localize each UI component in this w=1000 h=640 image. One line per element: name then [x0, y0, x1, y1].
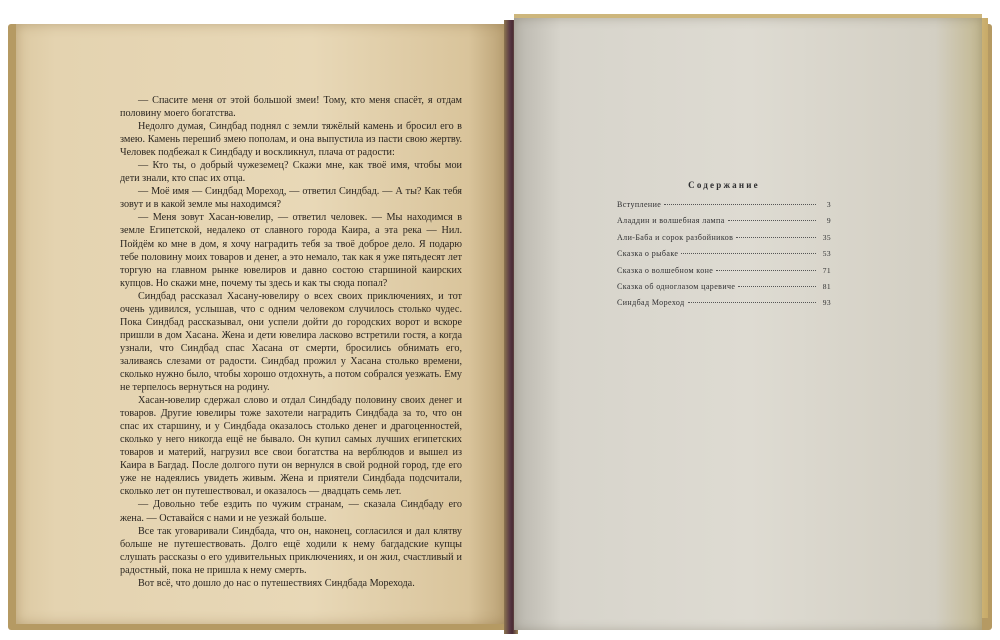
- paragraph: — Моё имя — Синдбад Мореход, — ответил Синдбад. — А ты? Как тебя зовут и в какой земле мы находимся?: [120, 186, 462, 211]
- toc-entry: [617, 298, 831, 314]
- toc-entry-page: 53: [822, 249, 831, 259]
- paragraph: Недолго думая, Синдбад поднял с земли тяжёлый камень и бросил его в змею. Камень перешиб змею пополам, и она выпустила из пасти свою жертву. Человек подбежал к Синдбаду и воскликнул, плача от радости:: [120, 121, 462, 159]
- left-page: [16, 24, 508, 624]
- toc-entry-label: Сказка об одноглазом царевиче: [617, 281, 736, 291]
- right-page: [514, 14, 982, 630]
- paragraph: — Меня зовут Хасан-ювелир, — ответил человек. — Мы находимся в земле Египетской, недалеко от славного города Каира, а эта река — Нил. Пойдём ко мне в дом, я хочу наградить тебя за твоё доброе дело. Я подарю тебе половину моих товаров и денег, а это немало, так как я уже пятьдесят лет торгую на главном рынке ювелиров и давно состою старшиной каирских купцов. Но скажи мне, почему ты здесь и как ты сюда попал?: [120, 212, 462, 289]
- toc-entry-page: 3: [826, 200, 831, 209]
- toc-entry-page: 71: [822, 265, 831, 275]
- table-of-contents: [617, 180, 831, 315]
- paragraph: — Спасите меня от этой большой змеи! Тому, кто меня спасёт, я отдам половину моего богатства.: [120, 95, 462, 120]
- paragraph: Все так уговаривали Синдбада, что он, наконец, согласился и дал клятву больше не путешествовать. Долго ещё ходили к нему багдадские купцы слушать рассказы о его удивительных приключениях, и он жил, счастливый и радостный, пока не пришла к нему смерть.: [120, 525, 462, 576]
- toc-entry: [617, 200, 831, 216]
- toc-entry-label: Али-Баба и сорок разбойников: [617, 232, 734, 242]
- toc-entry: [617, 266, 831, 282]
- toc-entry-label: Сказка о рыбаке: [617, 249, 679, 259]
- toc-entry-label: Синдбад Мореход: [617, 298, 685, 308]
- paragraph: — Кто ты, о добрый чужеземец? Скажи мне, как твоё имя, чтобы мои дети знали, кто спас их отца.: [120, 160, 462, 185]
- toc-entry-label: Сказка о волшебном коне: [617, 265, 714, 275]
- story-text: [120, 94, 462, 590]
- toc-entry: [617, 216, 831, 232]
- paragraph: Вот всё, что дошло до нас о путешествиях Синдбада Морехода.: [138, 577, 415, 589]
- toc-entry-page: 81: [822, 281, 831, 291]
- toc-title: Содержание: [688, 180, 760, 190]
- toc-leader-dots: [736, 237, 816, 238]
- toc-entry-page: 93: [822, 298, 831, 308]
- paragraph: Синдбад рассказал Хасану-ювелиру о всех своих приключениях, и тот очень удивился, услышав, что с одним человеком случилось столько чудес. Пока Синдбад рассказывал, они успели дойти до городских ворот и вскоре пришли в дом Хасана. Жена и дети ювелира ласково встретили гостя, а когда узнали, что Синдбад спас Хасана от смерти, бросились обнимать его, заливаясь слезами от радости. Синдбад прожил у Хасана столько времени, сколько нужно было, чтобы хорошо отдохнуть, а потом собрался уезжать. Ему не терпелось вернуться на родину.: [120, 290, 462, 394]
- toc-entry-page: 9: [826, 216, 831, 226]
- toc-entry: [617, 282, 831, 298]
- toc-entry-page: 35: [822, 232, 831, 242]
- toc-entry: [617, 233, 831, 249]
- toc-entry-label: Вступление: [617, 200, 662, 209]
- toc-leader-dots: [728, 220, 816, 221]
- toc-leader-dots: [664, 204, 816, 205]
- toc-leader-dots: [716, 270, 816, 271]
- paragraph: Хасан-ювелир сдержал слово и отдал Синдбаду половину своих денег и товаров. Другие ювелиры тоже захотели наградить Синдбада за то, что он спас их старшину, и у Синдбада оказалось столько денег и драгоценностей, сколько у него никогда ещё не бывало. Он купил самых лучших египетских товаров и материй, нагрузил все свои богатства на верблюдов и вышел из Каира в Багдад. После долгого пути он вернулся в свой родной город, где его уже не надеялись увидеть живым. Жена и приятели Синдбада подсчитали, сколько лет он путешествовал, и оказалось — двадцать семь лет.: [120, 395, 462, 498]
- toc-leader-dots: [681, 253, 816, 254]
- toc-leader-dots: [738, 286, 816, 287]
- toc-entry-label: Аладдин и волшебная лампа: [617, 216, 725, 226]
- toc-entry: [617, 249, 831, 265]
- toc-leader-dots: [688, 302, 816, 303]
- paragraph: — Довольно тебе ездить по чужим странам, — сказала Синдбаду его жена. — Оставайся с нами и не уезжай больше.: [120, 499, 462, 524]
- open-book: [8, 10, 992, 635]
